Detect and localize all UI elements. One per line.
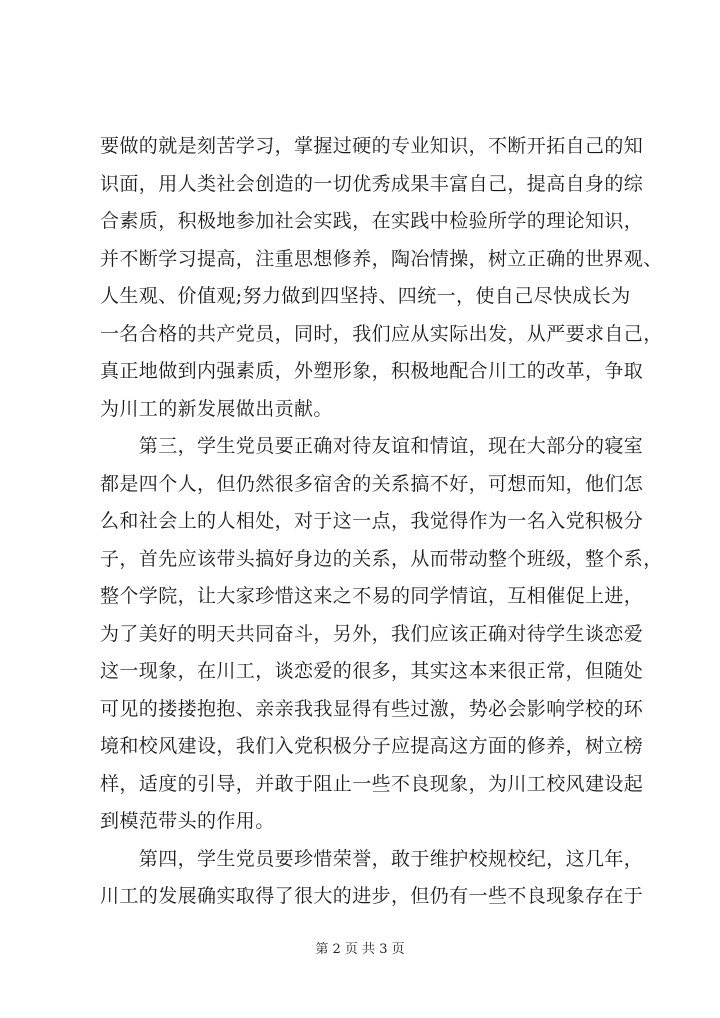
body-text	[100, 128, 663, 916]
text-line: 境和校风建设，我们入党积极分子应提高这方面的修养，树立榜	[100, 735, 644, 757]
text-line: 整个学院，让大家珍惜这来之不易的同学情谊，互相催促上进，	[100, 585, 644, 607]
text-line: 为了美好的明天共同奋斗，另外，我们应该正确对待学生谈恋爱	[100, 622, 644, 645]
text-line: 可见的搂搂抱抱、亲亲我我显得有些过激，势必会影响学校的环	[100, 697, 644, 720]
page-number-footer: 第 2 页 共 3 页	[315, 942, 405, 957]
text-line: 一名合格的共产党员，同时，我们应从实际出发，从严要求自己，	[100, 322, 663, 345]
text-line: 第三，学生党员要正确对待友谊和情谊，现在大部分的寝室	[100, 435, 644, 457]
text-line: 识面，用人类社会创造的一切优秀成果丰富自己，提高自身的综	[100, 172, 644, 195]
text-line: 这一现象，在川工，谈恋爱的很多，其实这本来很正常，但随处	[100, 660, 644, 682]
text-line: 都是四个人，但仍然很多宿舍的关系搞不好，可想而知，他们怎	[100, 472, 644, 495]
text-line: 川工的发展确实取得了很大的进步，但仍有一些不良现象存在于	[100, 885, 644, 907]
text-line: 么和社会上的人相处，对于这一点，我觉得作为一名入党积极分	[100, 510, 644, 532]
text-line: 子，首先应该带头搞好身边的关系，从而带动整个班级，整个系，	[100, 547, 663, 570]
text-line: 样，适度的引导，并敢于阻止一些不良现象，为川工校风建设起	[100, 772, 644, 795]
text-line: 人生观、价值观;努力做到四坚持、四统一，使自己尽快成长为	[100, 285, 631, 307]
text-line: 要做的就是刻苦学习，掌握过硬的专业知识，不断开拓自己的知	[100, 135, 644, 157]
text-line: 并不断学习提高，注重思想修养，陶冶情操，树立正确的世界观、	[100, 247, 663, 270]
text-line: 到模范带头的作用。	[100, 810, 275, 832]
text-line: 合素质，积极地参加社会实践，在实践中检验所学的理论知识，	[100, 210, 644, 232]
text-line: 真正地做到内强素质，外塑形象，积极地配合川工的改革，争取	[100, 360, 644, 382]
text-line: 为川工的新发展做出贡献。	[100, 397, 333, 420]
text-line: 第四，学生党员要珍惜荣誉，敢于维护校规校纪，这几年，	[100, 847, 644, 870]
